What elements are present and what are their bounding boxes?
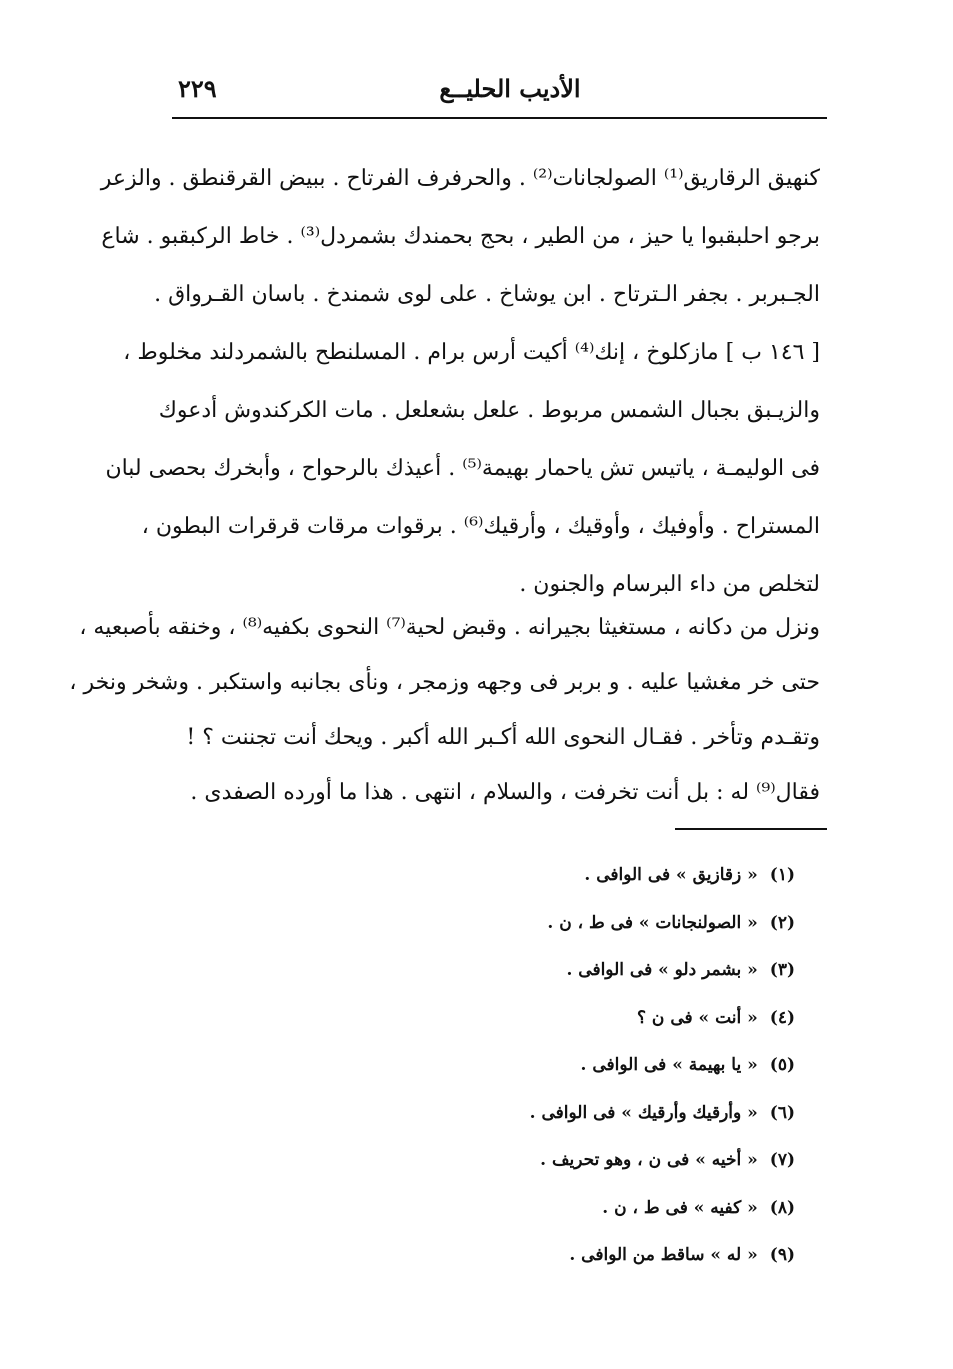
text-line: فقال⁽⁹⁾ له : بل أنت تخرفت ، والسلام ، انتهى . هذا ما أورده الصفدى .: [190, 780, 820, 805]
footnote-text: « أخيه » فى ن ، وهو تحريف .: [540, 1150, 758, 1170]
footnote-number: (٩): [769, 1245, 795, 1265]
footnote-number: (٣): [769, 960, 795, 980]
footnote-text: « الصولنجانات » فى ط ، ن .: [547, 912, 758, 933]
text-line: برجو احلبقبوا يا حيز ، من الطير ، بحج بحمندك بشمردل⁽³⁾ . خاط الركبقبو . شاع: [101, 224, 820, 249]
footnote-item: [400, 1232, 795, 1280]
paragraph-2: [69, 600, 820, 820]
footnote-item: [400, 1042, 795, 1090]
footnote-text: « وأرقيك وأرقيك » فى الوافى .: [529, 1102, 758, 1123]
text-line: وتقـدم وتأخر . فقـال النحوى الله أكـبر الله أكبر . ويحك أنت تجننت ؟ !: [186, 725, 820, 750]
footnote-item: [400, 995, 795, 1043]
text-line: فى الوليمـة ، ياتيس تش ياحمار بهيمة⁽⁵⁾ . أعيذك بالرحواح ، وأبخرك بحصى لبان: [105, 456, 820, 481]
text-line: الجـبربر . بجفر الـترتاح . ابن يوشاخ . على لوى شمندخ . باسان القـرواق .: [154, 282, 820, 307]
footnote-number: (٦): [769, 1102, 795, 1123]
footnotes: [400, 852, 795, 1280]
footnote-item: [400, 900, 795, 948]
text-line: ونزل من دكانه ، مستغيثا بجيرانه . وقبض لحية⁽⁷⁾ النحوى بكفيه⁽⁸⁾ ، وخنقه بأصبعيه ،: [79, 615, 820, 640]
footnote-item: [400, 1090, 795, 1138]
text-line: حتى خر مغشيا عليه . و بربر فى وجهه وزمجر ، ونأى بجانبه واستكبر . وشخر ونخر ،: [69, 670, 820, 695]
text-line: كنهيق الرقاريق⁽¹⁾ الصولجانات⁽²⁾ . والحرفرف الفرتاح . ببيض القرقنطق . والزعر: [100, 166, 820, 191]
footnote-number: (٢): [769, 912, 795, 933]
footnote-number: (١): [769, 865, 795, 885]
footnote-text: « كفيه » فى ط ، ن .: [602, 1197, 758, 1218]
footnote-text: « بشمر دلو » فى الوافى .: [566, 960, 758, 980]
footnote-number: (٧): [769, 1150, 795, 1170]
footnote-text: « يا بهيمة » فى الوافى .: [580, 1055, 758, 1075]
text-line: لتخلص من داء البرسام والجنون .: [519, 572, 820, 597]
footnote-item: [400, 852, 795, 900]
text-line: والزيـبق بجبال الشمس مربوط . علعل بشعلعل . مات الكركندوش أدعوك: [158, 398, 820, 423]
text-line: المستراح . وأوفيك ، وأوقيك ، وأرقيك⁽⁶⁾ . برقوات مرقات قرقرات البطون ،: [141, 514, 820, 539]
page-header: [170, 72, 825, 112]
header-rule: [172, 117, 827, 119]
footnote-item: [400, 1185, 795, 1233]
text-line: [ ١٤٦ ب ] مازكلوخ ، إنك⁽⁴⁾ أكيت أرس برام . المسلنطح بالشمردلند مخلوط ،: [123, 340, 820, 365]
footnote-number: (٨): [769, 1197, 795, 1218]
running-title: الأديب الحليــع: [439, 74, 581, 103]
footnote-number: (٥): [769, 1055, 795, 1075]
page-number: ٢٢٩: [178, 74, 217, 103]
paragraph-1: [100, 150, 820, 614]
footnote-item: [400, 1137, 795, 1185]
footnote-text: « زقازيق » فى الوافى .: [584, 865, 758, 885]
footnote-text: « له » ساقط من الوافى .: [569, 1245, 758, 1265]
footnote-item: [400, 947, 795, 995]
footnote-rule: [675, 828, 827, 830]
footnote-text: « أنت » فى ن ؟: [636, 1007, 758, 1028]
footnote-number: (٤): [769, 1007, 795, 1028]
